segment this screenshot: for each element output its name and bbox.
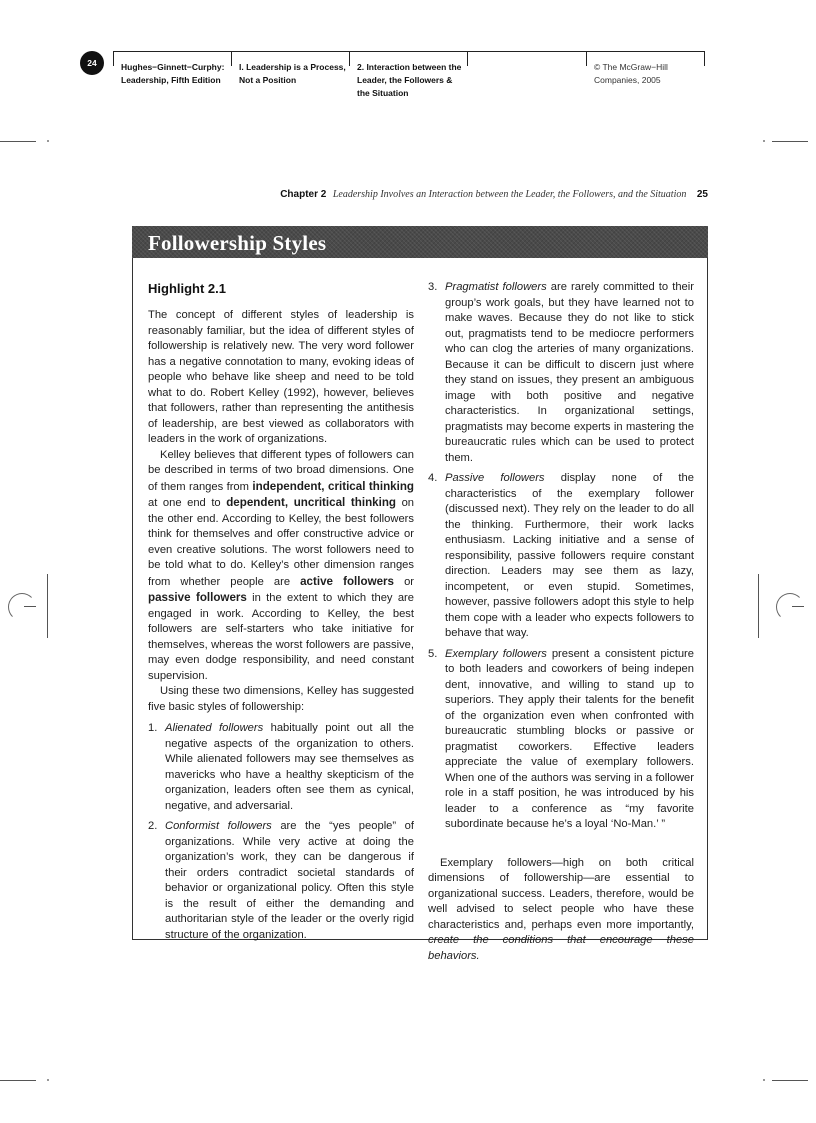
text-run: in the extent to which they are engaged in work. According to Kelley, the best followers are self-starters who take initiative for themselves, whereas the worst followers are passive, may even dodge responsibility, and need constant supervision.: [148, 592, 415, 682]
key-term: passive followers: [148, 591, 247, 604]
header-part-line2: Not a Position: [239, 75, 297, 85]
list-term: Passive followers: [445, 472, 545, 484]
list-item: [148, 819, 414, 943]
header-copyright-line2: Companies, 2005: [594, 75, 661, 85]
header-divider: [467, 51, 468, 66]
running-head-title: Leadership Involves an Interaction between the Leader, the Followers, and the Situation: [332, 189, 687, 200]
list-number: 5.: [428, 647, 438, 660]
header-authors: [121, 61, 224, 87]
list-text: are the “yes people” of organizations. While very active at doing the organization’s work, they can be dangerous if their orders contradict societal standards of behavior or organizational policy. Often this style is the result of either the demanding and authoritarian style of the leader or the overly rigid structure of the organization.: [165, 820, 414, 941]
paragraph: [428, 856, 694, 965]
header-chapter-line2: Leader, the Followers &: [357, 75, 453, 85]
header-part: [239, 61, 346, 87]
crop-dot: [763, 1079, 765, 1081]
list-number: 1.: [148, 722, 158, 734]
header-chapter-line1: 2. Interaction between the: [357, 62, 462, 72]
key-term: dependent, uncritical thinking: [226, 496, 397, 509]
header-rule: [113, 51, 705, 52]
header-divider: [349, 51, 350, 66]
text-run: on the other end. According to Kelley, the best followers think for themselves and offer constructive advice or even creative solutions. The worst followers need to be told what to do. Kelley’s other dimension ranges from whether people are: [148, 497, 415, 588]
header-chapter: [357, 61, 461, 100]
running-head-chapter: Chapter 2: [280, 189, 327, 200]
header-divider: [113, 51, 114, 66]
page-number-badge: 24: [80, 51, 104, 75]
list-text: habitually point out all the negative aspects of the organization to others. While alienated followers may see themselves as mavericks who have a healthy skepticism of the organization, leaders often see them as cynical, negative, and adversarial.: [165, 722, 415, 812]
list-number: 4.: [428, 472, 438, 484]
right-column: [428, 280, 694, 964]
crop-dot: [47, 1079, 49, 1081]
header-part-line1: I. Leadership is a Process,: [239, 62, 346, 72]
running-head-page: 25: [696, 189, 708, 200]
crop-mark: [758, 574, 759, 638]
list-item: [428, 647, 694, 833]
list-item: [428, 471, 694, 642]
header-divider: [231, 51, 232, 66]
list-item: [428, 280, 694, 466]
crop-mark: [772, 1080, 808, 1081]
header-copyright-line1: © The McGraw−Hill: [594, 62, 668, 72]
running-head: [280, 189, 708, 200]
text-run: or: [404, 575, 415, 588]
list-text: display none of the characteristics of the exemplary follower (discussed next). They rely on the leader to do all the thinking. Furthermore, their work lacks enthusiasm. Lacking initiative and a sense of responsibility, passive followers require constant direction. Leaders may see them as lazy, incompetent, or even stupid. Sometimes, however, passive followers adopt this style to help them cope with a leader who expects followers to behave that way.: [445, 472, 694, 639]
crop-dot: [763, 140, 765, 142]
key-term: independent, critical thinking: [252, 479, 415, 493]
list-text: present a consistent picture to both leaders and coworkers of being indepen dent, innovative, and willing to stand up to superiors. They apply their talents for the benefit of the organization even when confronted with bureaucratic stumbling blocks or passive or pragmatist coworkers. Effective leaders appreciate the value of exemplary followers. When one of the authors was serving in a follower role in a staff position, he was introduced by his leader to a conference as “my favorite subordinate because he’s a loyal ‘No-Man.’ ”: [445, 647, 695, 830]
crop-mark: [772, 141, 808, 142]
list-term: Pragmatist followers: [445, 281, 547, 293]
box-title: Followership Styles: [148, 231, 327, 255]
list-term: Conformist followers: [165, 820, 272, 832]
text-run: at one end to: [148, 497, 221, 509]
list-text: are rarely committed to their group’s work goals, but they have learned not to make waves. Because they do not like to stick out, pragmatists tend to be mediocre performers who can clog the arteries of many organizations. Because it can be difficult to discern just where they stand on issues, they present an ambiguous image with both positive and negative characteristics. In organizational settings, pragmatists may become experts in mastering the bureaucratic rules which can be used to protect them.: [445, 281, 694, 464]
left-column: [148, 308, 414, 943]
list-term: Exemplary followers: [445, 647, 547, 660]
header-divider: [704, 51, 705, 66]
highlight-label: Highlight 2.1: [148, 281, 226, 296]
header-book-title: Leadership, Fifth Edition: [121, 75, 221, 85]
crop-mark: [47, 574, 48, 638]
crop-dot: [47, 140, 49, 142]
text-run: Kelley believes that different types of followers can be described in terms of two broad dimensions. One of them ranges from: [148, 448, 414, 493]
header-copyright: [594, 61, 668, 87]
key-term: active followers: [300, 574, 395, 588]
header-divider: [586, 51, 587, 66]
registration-mark: [776, 593, 804, 621]
header-authors-names: Hughes−Ginnett−Curphy:: [121, 62, 225, 72]
emphasis-text: create the conditions that encourage these behaviors.: [428, 934, 694, 962]
crop-mark: [0, 141, 36, 142]
list-term: Alienated followers: [165, 722, 264, 734]
text-run: Exemplary followers—high on both critical dimensions of followership—are essential to organizational success. Leaders, therefore, would be well advised to select people who have these characteristics and, perhaps even more importantly,: [428, 856, 694, 931]
paragraph: Using these two dimensions, Kelley has suggested five basic styles of followership:: [148, 685, 414, 713]
list-number: 3.: [428, 281, 438, 293]
list-item: [148, 721, 414, 814]
crop-mark: [0, 1080, 36, 1081]
crop-mark: [24, 606, 36, 607]
paragraph: The concept of different styles of leadership is reasonably familiar, but the idea of different styles of followership is relatively new. The very word follower has a negative connotation to many, evoking ideas of people who behave like sheep and need to be told what to do. Robert Kelley (1992), however, believes that followers, rather than representing the antithesis of leadership, are best viewed as collaborators with leaders in the work of organizations.: [148, 309, 414, 445]
crop-mark: [792, 606, 804, 607]
registration-mark: [8, 593, 36, 621]
header-chapter-line3: the Situation: [357, 88, 409, 98]
paragraph: [148, 448, 414, 685]
list-number: 2.: [148, 820, 158, 832]
